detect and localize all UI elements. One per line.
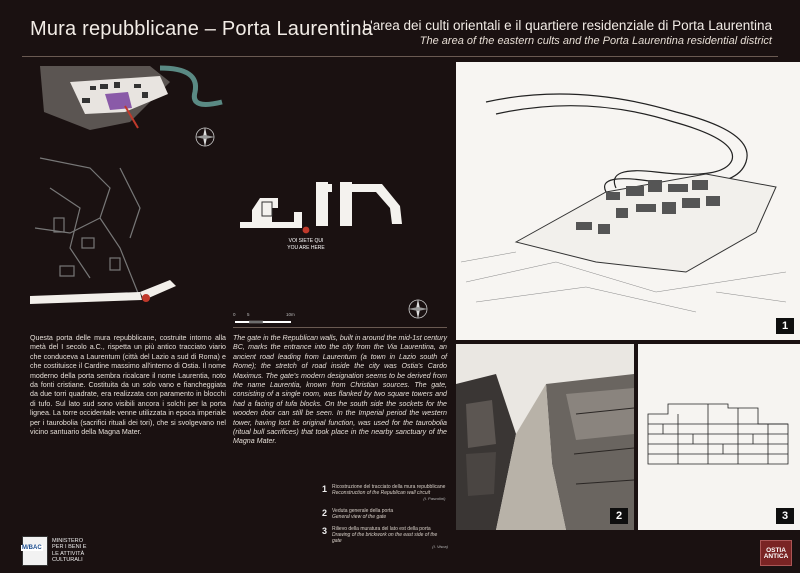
gate-plan [232, 170, 447, 260]
compass-icon [192, 124, 218, 150]
subtitle-english: The area of the eastern cults and the Porta Laurentina residential district [419, 35, 772, 47]
caption-3: 3 Rilievo della muratura del lato est della porta Drawing of the brickwork on the east side of the gate (I. Visca) [322, 526, 448, 549]
figure-captions [322, 484, 448, 556]
compass-icon [405, 296, 431, 322]
page-title: Mura repubblicane – Porta Laurentina [30, 18, 373, 40]
brickwork-drawing [638, 344, 800, 530]
ostia-antica-logo: OSTIA ANTICA [760, 540, 792, 566]
text-divider [233, 327, 447, 328]
description-italian: Questa porta delle mura repubblicane, costruite intorno alla metà del I secolo a.C., rispetta un più antico tracciato viario che conduceva a Laurentum (città del Lazio a sud di Roma) e che costituisce il Cardine massimo all'interno di Ostia. Il nome moderno della porta sembra ricalcare il nome Laurentia, noto da fonti cristiane. Costituita da un solo vano e fiancheggiata da due torri quadrate, era realizzata con paramento in blocchi di tufo. Sul lato sud sono visibili ancora i solchi per la porta lignea. La torre occidentale venne utilizzata in epoca imperiale per i taurobolia (sacrifici rituali dei tori), che si svolgevano nel vicino santuario della Magna Mater. [30, 334, 226, 437]
gate-photo [456, 344, 634, 530]
subtitle-italian: L'area dei culti orientali e il quartiere residenziale di Porta Laurentina [362, 18, 772, 33]
header-divider [22, 56, 778, 57]
reconstruction-drawing [456, 62, 800, 340]
ministry-logo: M/BAC [22, 536, 48, 566]
figure-badge-2: 2 [610, 508, 628, 524]
you-are-here-en: YOU ARE HERE [287, 245, 325, 251]
you-are-here-marker [303, 227, 310, 234]
figure-badge-3: 3 [776, 508, 794, 524]
description-english: The gate in the Republican walls, built in around the mid-1st century BC, marks the entrance into the city from the Via Laurentina, an ancient road leading from Laurentum (a town in Lazio south of Rome); the stretch of road inside the city was Ostia's Cardo Maximus. The gate's modern designation seems to be derived from the name Laurentia, known from Christian sources. The gate, consisting of a single room, was flanked by two square towers and had a facing of tufa blocks. On the south side the sockets for the wooden door can still be seen. In the Imperial period the western tower, having lost its original function, was used for the taurobolia (ritual bull sacrifices) that took place in the nearby sanctuary of the Magna Mater. [233, 334, 447, 446]
figure-badge-1: 1 [776, 318, 794, 334]
street-plan-map [30, 148, 230, 320]
caption-2: 2 Veduta generale della porta General view of the gate [322, 508, 394, 520]
location-marker-icon [142, 294, 150, 302]
scale-bar [233, 315, 293, 325]
caption-1: 1 Ricostruzione del tracciato della mura repubblicane Reconstruction of the Republican wall circuit (I. Pascolini) [322, 484, 446, 501]
you-are-here-it: VOI SIETE QUI [288, 238, 324, 244]
ministry-name: MINISTERO PER I BENI E LE ATTIVITÀ CULTURALI [52, 538, 87, 563]
